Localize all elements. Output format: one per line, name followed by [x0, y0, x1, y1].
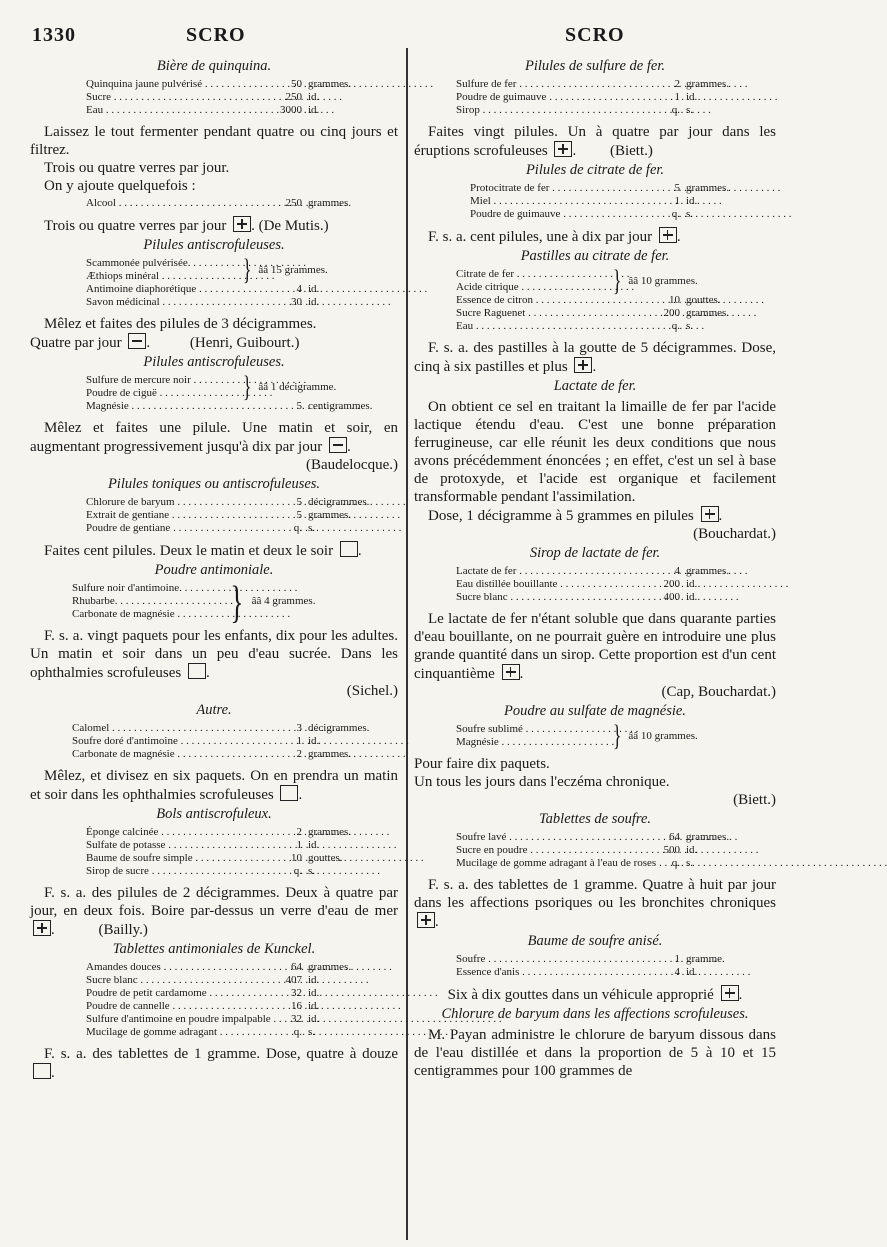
ingredient-name: Poudre de cannelle . . .	[86, 1000, 258, 1013]
ingredient-unit: id.	[686, 91, 698, 103]
ingredient-unit: id.	[308, 104, 320, 116]
recipe-list	[86, 961, 398, 1039]
ingredient-name: Mucilage de gomme adragant à l'eau de roses . . .	[456, 857, 636, 870]
ingredient-row	[456, 578, 776, 591]
ingredient-row	[86, 104, 398, 117]
brace-symbol: }	[612, 719, 622, 752]
credit: (Biett.)	[609, 143, 653, 159]
recipe-group	[72, 576, 398, 627]
ingredient-quantity: 10	[291, 852, 302, 864]
ingredient-unit: grammes.	[308, 197, 352, 209]
ingredient-row	[86, 78, 398, 91]
paragraph-text: F. s. a. des tablettes de 1 gramme. Quatre à huit par jour dans les affections psoriques ou les bronchites chroniques	[414, 877, 776, 911]
section-title: Autre.	[196, 702, 232, 718]
recipe-list	[72, 722, 398, 761]
paragraph: On y ajoute quelquefois :	[44, 178, 196, 194]
recipe-group	[456, 719, 776, 752]
recipe-list	[86, 826, 398, 878]
ingredient-name: Quinquina jaune pulvérisé . . .	[86, 78, 258, 91]
ingredient-name: Carbonate de magnésie . . .	[72, 608, 222, 621]
paragraph-text: Mêlez et faites une pilule. Une matin et soir, en augmentant progressivement jusqu'à dix par jour	[30, 420, 398, 455]
minus-box-icon	[329, 437, 347, 453]
ingredient-name: Magnésie . . .	[86, 400, 258, 413]
ingredient-name: Calomel . . .	[72, 722, 258, 735]
paragraph: Pour faire dix paquets.	[414, 756, 550, 772]
paragraph: F. s. a. cent pilules, une à dix par jour .	[428, 229, 681, 245]
plus-box-icon	[701, 506, 719, 522]
empty-box-icon	[280, 785, 298, 801]
ingredient-row	[456, 857, 776, 870]
ingredient-unit: gramme.	[686, 953, 725, 965]
section-title: Pilules antiscrofuleuses.	[143, 237, 285, 253]
recipe-group	[86, 253, 398, 286]
ingredient-row	[456, 320, 776, 333]
ingredient-quantity: 4	[674, 565, 680, 577]
ingredient-unit: id.	[308, 839, 320, 851]
recipe-list	[86, 197, 398, 210]
ingredient-quantity: q.	[293, 522, 302, 534]
paragraph: Quatre par jour . (Henri, Guibourt.)	[30, 335, 300, 351]
ingredient-quantity: q.	[671, 208, 680, 220]
plus-box-icon	[417, 912, 435, 928]
paragraph: Mêlez et faites des pilules de 3 décigrammes.	[44, 316, 317, 332]
right-column	[414, 56, 776, 1246]
ingredient-quantity: 2	[674, 78, 680, 90]
ingredient-quantity: 200	[663, 307, 680, 319]
credit: (Bailly.)	[98, 922, 148, 938]
section-title: Poudre antimoniale.	[154, 562, 274, 578]
ingredient-unit: s.	[308, 865, 316, 877]
ingredient-quantity: 1	[296, 839, 302, 851]
section-title: Chlorure de baryum dans les affections scrofuleuses.	[441, 1006, 749, 1022]
section-title: Tablettes de soufre.	[538, 811, 652, 827]
ingredient-name: Sucre Raguenet . . .	[456, 307, 636, 320]
ingredient-quantity: 5	[296, 400, 302, 412]
ingredient-unit: id.	[308, 296, 320, 308]
ingredient-name: Sirop . . .	[456, 104, 636, 117]
ingredient-unit: s.	[686, 320, 694, 332]
ingredient-row	[72, 748, 398, 761]
ingredient-unit: s.	[308, 1026, 316, 1038]
paragraph-text: Le lactate de fer n'étant soluble que dans quarante parties d'eau bouillante, on ne pourrait guère en introduire une plus grande quantité dans un sirop. Cette proportion est d'un cent cinquantième	[414, 611, 776, 682]
ingredient-row	[86, 865, 398, 878]
ingredient-quantity: 3000	[280, 104, 302, 116]
ingredient-row	[86, 974, 398, 987]
ingredient-row	[86, 1000, 398, 1013]
ingredient-unit: grammes.	[308, 961, 352, 973]
ingredient-unit: gouttes.	[308, 852, 343, 864]
ingredient-quantity: 250	[285, 197, 302, 209]
empty-box-icon	[33, 1063, 51, 1079]
paragraph-text: Six à dix gouttes dans un véhicule approprié	[447, 987, 714, 1003]
ingredient-quantity: 1	[674, 953, 680, 965]
ingredient-quantity: q.	[671, 104, 680, 116]
ingredient-unit: grammes.	[308, 826, 352, 838]
recipe-list	[86, 253, 398, 309]
recipe-list	[86, 496, 398, 535]
ingredient-quantity: 4	[674, 966, 680, 978]
ingredient-row	[456, 104, 776, 117]
group-quantity: ââ 10 grammes.	[628, 729, 698, 742]
brace-symbol: }	[242, 370, 252, 403]
credit: (De Mutis.)	[258, 218, 329, 234]
ingredient-name: Baume de soufre simple . . .	[86, 852, 258, 865]
ingredient-quantity: 64	[291, 961, 302, 973]
group-quantity: ââ 4 grammes.	[251, 595, 316, 607]
column-rule	[406, 48, 408, 1240]
ingredient-name: Chlorure de baryum . . .	[86, 496, 258, 509]
paragraph-text: Dose, 1 décigramme à 5 grammes en pilules	[428, 508, 694, 524]
ingredient-unit: id.	[686, 966, 698, 978]
ingredient-unit: s.	[686, 208, 694, 220]
recipe-list	[456, 719, 776, 752]
ingredient-row	[86, 852, 398, 865]
ingredient-row	[456, 844, 776, 857]
section-title: Bière de quinquina.	[156, 58, 272, 74]
paragraph: Un tous les jours dans l'eczéma chronique.	[414, 774, 670, 790]
recipe-list	[72, 576, 398, 627]
ingredient-name: Æthiops minéral . . .	[86, 270, 236, 283]
paragraph: Le lactate de fer n'étant soluble que dans quarante parties d'eau bouillante, on ne pourrait guère en introduire une plus grande quantité dans un sirop. Cette proportion est d'un cent cinquantième .	[414, 611, 776, 682]
group-quantity: ââ 1 décigramme.	[258, 380, 337, 393]
ingredient-name: Savon médicinal . . .	[86, 296, 258, 309]
group-ingredients	[72, 582, 222, 621]
paragraph: Trois ou quatre verres par jour . (De Mutis.)	[44, 218, 329, 234]
ingredient-name: Eau . . .	[86, 104, 258, 117]
ingredient-row	[470, 208, 776, 221]
recipe-list	[456, 953, 776, 979]
ingredient-name: Carbonate de magnésie . . .	[72, 748, 258, 761]
paragraph: Mêlez, et divisez en six paquets. On en prendra un matin et soir dans les ophthalmies scrofuleuses .	[30, 768, 398, 803]
ingredient-row	[456, 591, 776, 604]
ingredient-quantity: 50	[291, 78, 302, 90]
credit: (Cap, Bouchardat.)	[661, 684, 776, 700]
ingredient-name: Magnésie . . .	[456, 736, 606, 749]
ingredient-unit: s.	[686, 104, 694, 116]
section-title: Pilules de citrate de fer.	[525, 162, 665, 178]
ingredient-unit: id.	[686, 195, 698, 207]
paragraph-text: F. s. a. cent pilules, une à dix par jour	[428, 229, 653, 245]
section-title: Baume de soufre anisé.	[527, 933, 663, 949]
ingredient-quantity: q.	[671, 320, 680, 332]
paragraph: F. s. a. des pilules de 2 décigrammes. Deux à quatre par jour, en deux fois. Boire par-dessus un verre d'eau de mer . (Bailly.)	[30, 885, 398, 938]
ingredient-unit: décigrammes.	[308, 496, 370, 508]
ingredient-row	[456, 565, 776, 578]
brace-symbol: }	[242, 253, 252, 286]
ingredient-name: Rhubarbe. . . .	[72, 595, 222, 608]
ingredient-row	[456, 966, 776, 979]
paragraph: On obtient ce sel en traitant la limaille de fer par l'acide lactique étendu d'eau. C'est une bonne préparation ferrugineuse, car elle réunit les deux conditions que nous avons précédemment énoncées ; en effet, c'est un sel à base de protoxyde, et l'acide est organique et facilement transformable pendant l'assimilation.	[414, 399, 776, 505]
empty-box-icon	[340, 541, 358, 557]
ingredient-unit: id.	[686, 591, 698, 603]
ingredient-row	[86, 1013, 398, 1026]
ingredient-row	[86, 91, 398, 104]
ingredient-row	[86, 987, 398, 1000]
plus-box-icon	[659, 227, 677, 243]
section-title: Bols antiscrofuleux.	[156, 806, 272, 822]
recipe-group	[86, 370, 398, 403]
ingredient-quantity: 4	[296, 283, 302, 295]
ingredient-unit: s.	[308, 522, 316, 534]
ingredient-name: Lactate de fer . . .	[456, 565, 636, 578]
paragraph-text: Trois ou quatre verres par jour	[44, 218, 227, 234]
plus-box-icon	[233, 216, 251, 232]
ingredient-name: Soufre doré d'antimoine . . .	[72, 735, 258, 748]
empty-box-icon	[188, 663, 206, 679]
brace-symbol: }	[230, 576, 244, 627]
ingredient-row	[72, 735, 398, 748]
paragraph: F. s. a. des tablettes de 1 gramme. Dose, quatre à douze .	[30, 1045, 398, 1082]
ingredient-unit: grammes.	[686, 307, 730, 319]
ingredient-unit: décigrammes.	[308, 722, 370, 734]
ingredient-unit: id.	[308, 283, 320, 295]
ingredient-row	[86, 509, 398, 522]
paragraph: F. s. a. des pastilles à la goutte de 5 décigrammes. Dose, cinq à six pastilles et plus .	[414, 340, 776, 375]
paragraph: Faites vingt pilules. Un à quatre par jour dans les éruptions scrofuleuses . (Biett.)	[414, 124, 776, 159]
ingredient-unit: grammes.	[686, 182, 730, 194]
paragraph: F. s. a. des tablettes de 1 gramme. Quatre à huit par jour dans les affections psoriques ou les bronchites chroniques .	[414, 877, 776, 930]
ingredient-unit: grammes.	[686, 565, 730, 577]
plus-box-icon	[554, 141, 572, 157]
ingredient-quantity: 16	[291, 1000, 302, 1012]
ingredient-name: Poudre de guimauve . . .	[470, 208, 636, 221]
ingredient-quantity: 5	[674, 182, 680, 194]
ingredient-name: Sucre en poudre . . .	[456, 844, 636, 857]
ingredient-quantity: 5	[296, 509, 302, 521]
running-head-right: SCRO	[565, 24, 625, 46]
ingredient-quantity: q.	[293, 1026, 302, 1038]
ingredient-unit: id.	[686, 844, 698, 856]
ingredient-row	[456, 78, 776, 91]
ingredient-row	[456, 831, 776, 844]
ingredient-row	[470, 195, 776, 208]
ingredient-row	[456, 91, 776, 104]
ingredient-row	[456, 307, 776, 320]
ingredient-quantity: 1	[674, 195, 680, 207]
ingredient-name: Extrait de gentiane . . .	[86, 509, 258, 522]
ingredient-row	[86, 839, 398, 852]
ingredient-unit: centigrammes.	[308, 400, 373, 412]
ingredient-name: Protocitrate de fer . . .	[470, 182, 636, 195]
ingredient-unit: grammes.	[308, 78, 352, 90]
ingredient-name: Éponge calcinée . . .	[86, 826, 258, 839]
recipe-list	[456, 264, 776, 333]
paragraph: Dose, 1 décigramme à 5 grammes en pilules .	[428, 508, 723, 524]
ingredient-quantity: 400	[663, 591, 680, 603]
paragraph-text: Faites vingt pilules. Un à quatre par jour dans les éruptions scrofuleuses	[414, 124, 776, 159]
ingredient-quantity: q.	[671, 857, 680, 869]
ingredient-row	[86, 522, 398, 535]
paragraph: Trois ou quatre verres par jour.	[44, 160, 230, 176]
credit: (Sichel.)	[346, 683, 398, 699]
ingredient-row	[86, 197, 398, 210]
group-ingredients	[456, 723, 606, 749]
ingredient-name: Amandes douces . . .	[86, 961, 258, 974]
paragraph-text: F. s. a. des pilules de 2 décigrammes. Deux à quatre par jour, en deux fois. Boire par-dessus un verre d'eau de mer	[30, 885, 398, 919]
ingredient-unit: id.	[308, 1013, 320, 1025]
recipe-list	[86, 78, 398, 117]
ingredient-name: Poudre de petit cardamome . . .	[86, 987, 258, 1000]
ingredient-name: Miel . . .	[470, 195, 636, 208]
ingredient-name: Sulfure de fer . . .	[456, 78, 636, 91]
ingredient-quantity: 10	[669, 294, 680, 306]
ingredient-row	[470, 182, 776, 195]
credit: (Henri, Guibourt.)	[189, 335, 300, 351]
running-head-left: SCRO	[186, 24, 246, 46]
paragraph: Six à dix gouttes dans un véhicule approprié .	[447, 987, 743, 1003]
ingredient-quantity: 30	[291, 296, 302, 308]
ingredient-quantity: 2	[296, 826, 302, 838]
plus-box-icon	[33, 920, 51, 936]
ingredient-name: Sulfate de potasse . . .	[86, 839, 258, 852]
group-ingredients	[456, 268, 606, 294]
ingredient-name: Eau . . .	[456, 320, 636, 333]
paragraph-text: Mêlez, et divisez en six paquets. On en prendra un matin et soir dans les ophthalmies scrofuleuses	[30, 768, 398, 803]
group-quantity: ââ 15 grammes.	[258, 263, 328, 276]
ingredient-name: Sulfure noir d'antimoine. . . .	[72, 582, 222, 595]
ingredient-quantity: 500	[663, 844, 680, 856]
ingredient-name: Acide citrique . . .	[456, 281, 606, 294]
ingredient-name: Sucre . . .	[86, 91, 258, 104]
minus-box-icon	[128, 333, 146, 349]
recipe-rows	[86, 283, 398, 309]
ingredient-row	[86, 961, 398, 974]
ingredient-name: Mucilage de gomme adragant . . .	[86, 1026, 258, 1039]
group-ingredients	[86, 374, 236, 400]
paragraph: Faites cent pilules. Deux le matin et deux le soir .	[44, 543, 362, 559]
ingredient-unit: id.	[308, 91, 320, 103]
recipe-group	[456, 264, 776, 297]
section-title: Tablettes antimoniales de Kunckel.	[112, 941, 316, 957]
ingredient-row	[86, 496, 398, 509]
ingredient-name: Sucre blanc . . .	[456, 591, 636, 604]
ingredient-unit: id.	[308, 974, 320, 986]
paragraph-text: Faites cent pilules. Deux le matin et deux le soir	[44, 543, 334, 559]
page-number: 1330	[32, 24, 76, 46]
paragraph: Mêlez et faites une pilule. Une matin et soir, en augmentant progressivement jusqu'à dix par jour .	[30, 420, 398, 455]
group-ingredients	[86, 257, 236, 283]
ingredient-unit: id.	[308, 987, 320, 999]
ingredient-name: Alcool . . .	[86, 197, 258, 210]
ingredient-quantity: 3	[296, 722, 302, 734]
paragraph-text: F. s. a. vingt paquets pour les enfants, dix pour les adultes. Un matin et soir dans un peu d'eau sucrée. Dans les ophthalmies scrofuleuses	[30, 628, 398, 681]
ingredient-name: Sulfure de mercure noir . . .	[86, 374, 236, 387]
ingredient-row	[72, 722, 398, 735]
ingredient-name: Essence de citron . . .	[456, 294, 636, 307]
ingredient-name: Eau distillée bouillante . . .	[456, 578, 636, 591]
ingredient-name: Citrate de fer . . .	[456, 268, 606, 281]
recipe-list	[456, 565, 776, 604]
ingredient-quantity: 32	[291, 1013, 302, 1025]
ingredient-name: Poudre de guimauve . . .	[456, 91, 636, 104]
ingredient-quantity: 1	[674, 91, 680, 103]
section-title: Pilules toniques ou antiscrofuleuses.	[107, 476, 321, 492]
ingredient-name: Soufre lavé . . .	[456, 831, 636, 844]
ingredient-row	[86, 826, 398, 839]
recipe-list	[86, 370, 398, 413]
paragraph-text: F. s. a. des pastilles à la goutte de 5 décigrammes. Dose, cinq à six pastilles et plus	[414, 340, 776, 375]
ingredient-row	[86, 1026, 398, 1039]
paragraph: F. s. a. vingt paquets pour les enfants, dix pour les adultes. Un matin et soir dans un peu d'eau sucrée. Dans les ophthalmies scrofuleuses .	[30, 628, 398, 681]
recipe-list	[470, 182, 776, 221]
recipe-list	[456, 831, 776, 870]
ingredient-name: Soufre sublimé . . .	[456, 723, 606, 736]
ingredient-name: Soufre . . .	[456, 953, 636, 966]
ingredient-name: Scammonée pulvérisée. . . .	[86, 257, 236, 270]
paragraph-text: F. s. a. des tablettes de 1 gramme. Dose, quatre à douze	[44, 1046, 398, 1062]
section-title: Pilules de sulfure de fer.	[524, 58, 665, 74]
ingredient-quantity: 64	[669, 831, 680, 843]
brace-symbol: }	[612, 264, 622, 297]
ingredient-quantity: 2	[296, 748, 302, 760]
ingredient-name: Sucre blanc . . .	[86, 974, 258, 987]
section-title: Poudre au sulfate de magnésie.	[504, 703, 686, 719]
paragraph: M. Payan administre le chlorure de baryum dissous dans de l'eau distillée et dans la proportion de 5 à 10 et 15 centigrammes pour 100 grammes de	[414, 1027, 776, 1079]
ingredient-quantity: 250	[285, 91, 302, 103]
recipe-list	[456, 78, 776, 117]
left-column	[30, 56, 398, 1246]
ingredient-unit: id.	[308, 1000, 320, 1012]
ingredient-quantity: 1	[296, 735, 302, 747]
ingredient-unit: id.	[686, 578, 698, 590]
ingredient-row	[456, 953, 776, 966]
ingredient-name: Poudre de ciguë . . .	[86, 387, 236, 400]
ingredient-quantity: q.	[293, 865, 302, 877]
credit: (Bouchardat.)	[693, 526, 776, 542]
section-title: Sirop de lactate de fer.	[529, 545, 661, 561]
group-quantity: ââ 10 grammes.	[628, 274, 698, 287]
ingredient-unit: grammes.	[308, 509, 352, 521]
ingredient-name: Antimoine diaphorétique . . .	[86, 283, 258, 296]
ingredient-name: Essence d'anis . . .	[456, 966, 636, 979]
ingredient-quantity: 407	[285, 974, 302, 986]
ingredient-row	[86, 296, 398, 309]
ingredient-name: Poudre de gentiane . . .	[86, 522, 258, 535]
section-title: Pilules antiscrofuleuses.	[143, 354, 285, 370]
ingredient-unit: s.	[686, 857, 694, 869]
plus-box-icon	[574, 357, 592, 373]
ingredient-quantity: 5	[296, 496, 302, 508]
credit: (Baudelocque.)	[305, 457, 398, 473]
ingredient-unit: grammes.	[686, 831, 730, 843]
recipe-rows	[456, 294, 776, 333]
paragraph: Laissez le tout fermenter pendant quatre ou cinq jours et filtrez.	[30, 124, 398, 158]
section-title: Lactate de fer.	[553, 378, 637, 394]
ingredient-unit: id.	[308, 735, 320, 747]
ingredient-quantity: 200	[663, 578, 680, 590]
ingredient-quantity: 32	[291, 987, 302, 999]
paragraph-text: Quatre par jour	[30, 335, 122, 351]
credit: (Biett.)	[733, 792, 776, 808]
ingredient-unit: grammes.	[308, 748, 352, 760]
ingredient-unit: grammes.	[686, 78, 730, 90]
plus-box-icon	[502, 664, 520, 680]
section-title: Pastilles au citrate de fer.	[520, 248, 670, 264]
ingredient-name: Sirop de sucre . . .	[86, 865, 258, 878]
ingredient-unit: gouttes.	[686, 294, 721, 306]
plus-box-icon	[721, 985, 739, 1001]
ingredient-name: Sulfure d'antimoine en poudre impalpable . . .	[86, 1013, 258, 1026]
